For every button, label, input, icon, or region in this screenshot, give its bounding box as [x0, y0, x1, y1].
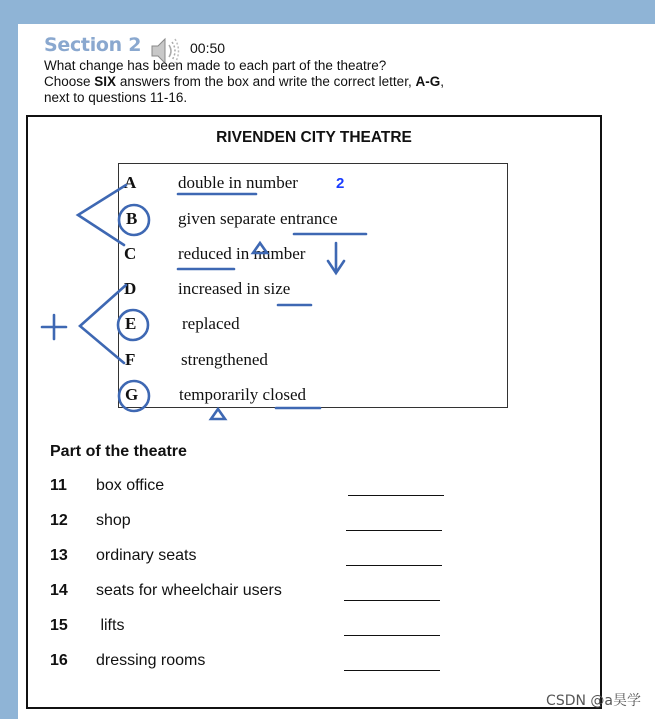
circle-g — [119, 381, 149, 411]
answer-blank-12[interactable] — [346, 530, 442, 531]
answer-blank-16[interactable] — [344, 670, 440, 671]
question-row-15: 15 lifts — [50, 617, 590, 639]
audio-timer: 00:50 — [190, 40, 226, 56]
section-title: Section 2 — [44, 34, 142, 56]
option-c: C — [124, 244, 137, 263]
answer-blank-15[interactable] — [344, 635, 440, 636]
instructions-line-1: What change has been made to each part of the theatre? — [44, 58, 387, 73]
part-heading: Part of the theatre — [50, 443, 187, 460]
option-d: D — [124, 279, 137, 298]
option-d-text: increased in size — [178, 279, 291, 298]
question-row-11: 11 box office — [50, 477, 590, 499]
circle-e — [118, 310, 148, 340]
instructions-line-2: Choose SIX answers from the box and write the correct letter, A-G, — [44, 74, 444, 89]
annotation-marks — [28, 117, 600, 437]
option-e-text: replaced — [182, 314, 240, 333]
header — [44, 34, 226, 56]
instructions — [44, 58, 564, 106]
watermark: CSDN @a昊学 — [546, 693, 641, 709]
answer-blank-11[interactable] — [348, 495, 444, 496]
option-b: B — [126, 209, 138, 228]
answer-blank-13[interactable] — [346, 565, 442, 566]
option-g-text: temporarily closed — [179, 385, 306, 404]
question-row-14: 14 seats for wheelchair users — [50, 582, 590, 604]
option-f: F — [125, 350, 136, 369]
triangle-mark-2 — [211, 409, 225, 419]
option-g: G — [125, 385, 139, 404]
annotation-number: 2 — [336, 175, 345, 192]
option-b-text: given separate entrance — [178, 209, 338, 228]
answer-blank-14[interactable] — [344, 600, 440, 601]
option-a: A — [124, 173, 137, 192]
option-c-text: reduced in number — [178, 244, 306, 263]
option-a-text: double in number — [178, 173, 298, 192]
box-title: RIVENDEN CITY THEATRE — [216, 129, 412, 146]
question-row-13: 13 ordinary seats — [50, 547, 590, 569]
circle-b — [119, 205, 149, 235]
instructions-line-3: next to questions 11-16. — [44, 90, 188, 105]
question-row-16: 16 dressing rooms — [50, 652, 590, 674]
option-f-text: strengthened — [181, 350, 268, 369]
question-frame — [26, 115, 602, 709]
option-e: E — [125, 314, 137, 333]
slide — [18, 24, 655, 719]
question-row-12: 12 shop — [50, 512, 590, 534]
triangle-mark-1 — [253, 243, 267, 253]
